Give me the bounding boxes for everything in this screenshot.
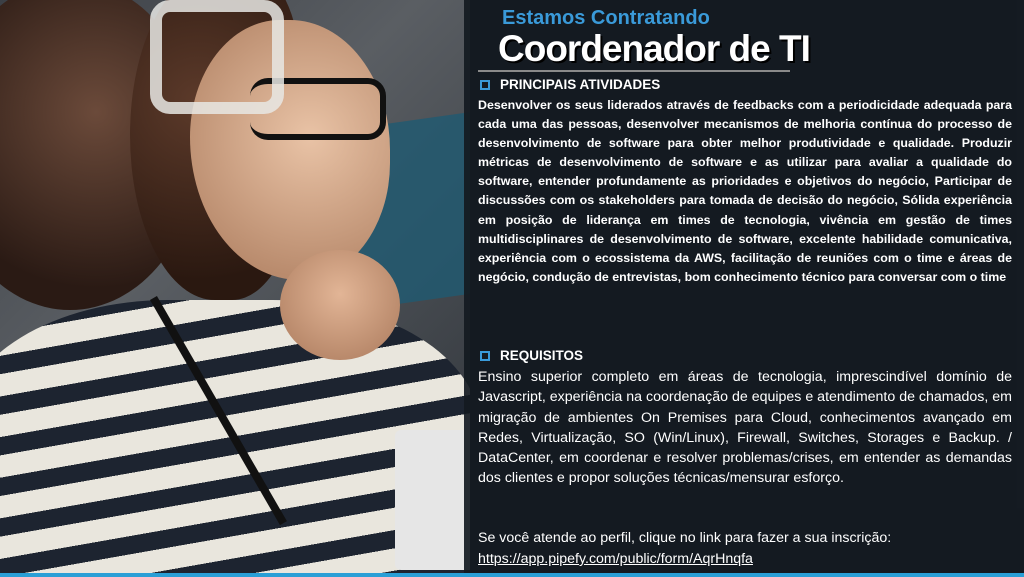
cup <box>395 430 470 570</box>
foreground-glasses <box>150 0 284 114</box>
cta-text: Se você atende ao perfil, clique no link para fazer a sua inscrição: <box>478 530 892 546</box>
atividades-text: Desenvolver os seus liderados através de feedbacks com a periodicidade adequada para cada uma das pessoas, desenvolver mecanismos de melhoria contínua do processo de desenvolvimento de software para obter melhor produtividade e qualidade. Produzir métricas de desenvolvimento de software e as utilizar para avaliar a qualidade do software, entender profundamente as prioridades e objetivos do negócio, Participar de discussões com os stakeholders para tomada de decisão do negócio, Sólida experiência em posição de liderança em times de tecnologia, vivência em gestão de times multidisciplinares de desenvolvimento de software, excelente habilidade comunicativa, experiência com o ecossistema da AWS, facilitação de reuniões com o time e áreas de negócio, condução de entrevistas, bom conhecimento técnico para conversar com o time <box>478 98 1012 284</box>
checkbox-bullet-icon <box>480 80 490 90</box>
atividades-heading-label: PRINCIPAIS ATIVIDADES <box>500 77 661 92</box>
checkbox-bullet-icon <box>480 351 490 361</box>
woman-hand <box>280 250 400 360</box>
hiring-subtitle: Estamos Contratando <box>502 7 710 29</box>
bottom-accent-bar <box>0 573 1024 577</box>
requisitos-heading <box>480 348 583 363</box>
atividades-heading <box>480 77 660 92</box>
hero-photo <box>0 0 470 577</box>
requisitos-heading-label: REQUISITOS <box>500 348 584 363</box>
title-divider <box>478 70 790 72</box>
requisitos-text: Ensino superior completo em áreas de tecnologia, imprescindível domínio de Javascript, experiência na coordenação de equipes e atendimento de chamados, em migração de ambientes On Premises para Cloud, conhecimentos avançado em Redes, Virtualização, SO (Win/Linux), Firewall, Switches, Storages e Backup. / DataCenter, em coordenar e resolver problemas/crises, em entender as demandas dos clientes e propor soluções técnicas/mensurar esforço. <box>478 369 1012 487</box>
job-title: Coordenador de TI <box>498 28 810 69</box>
application-link[interactable]: https://app.pipefy.com/public/form/AqrHnqfa <box>478 551 753 567</box>
